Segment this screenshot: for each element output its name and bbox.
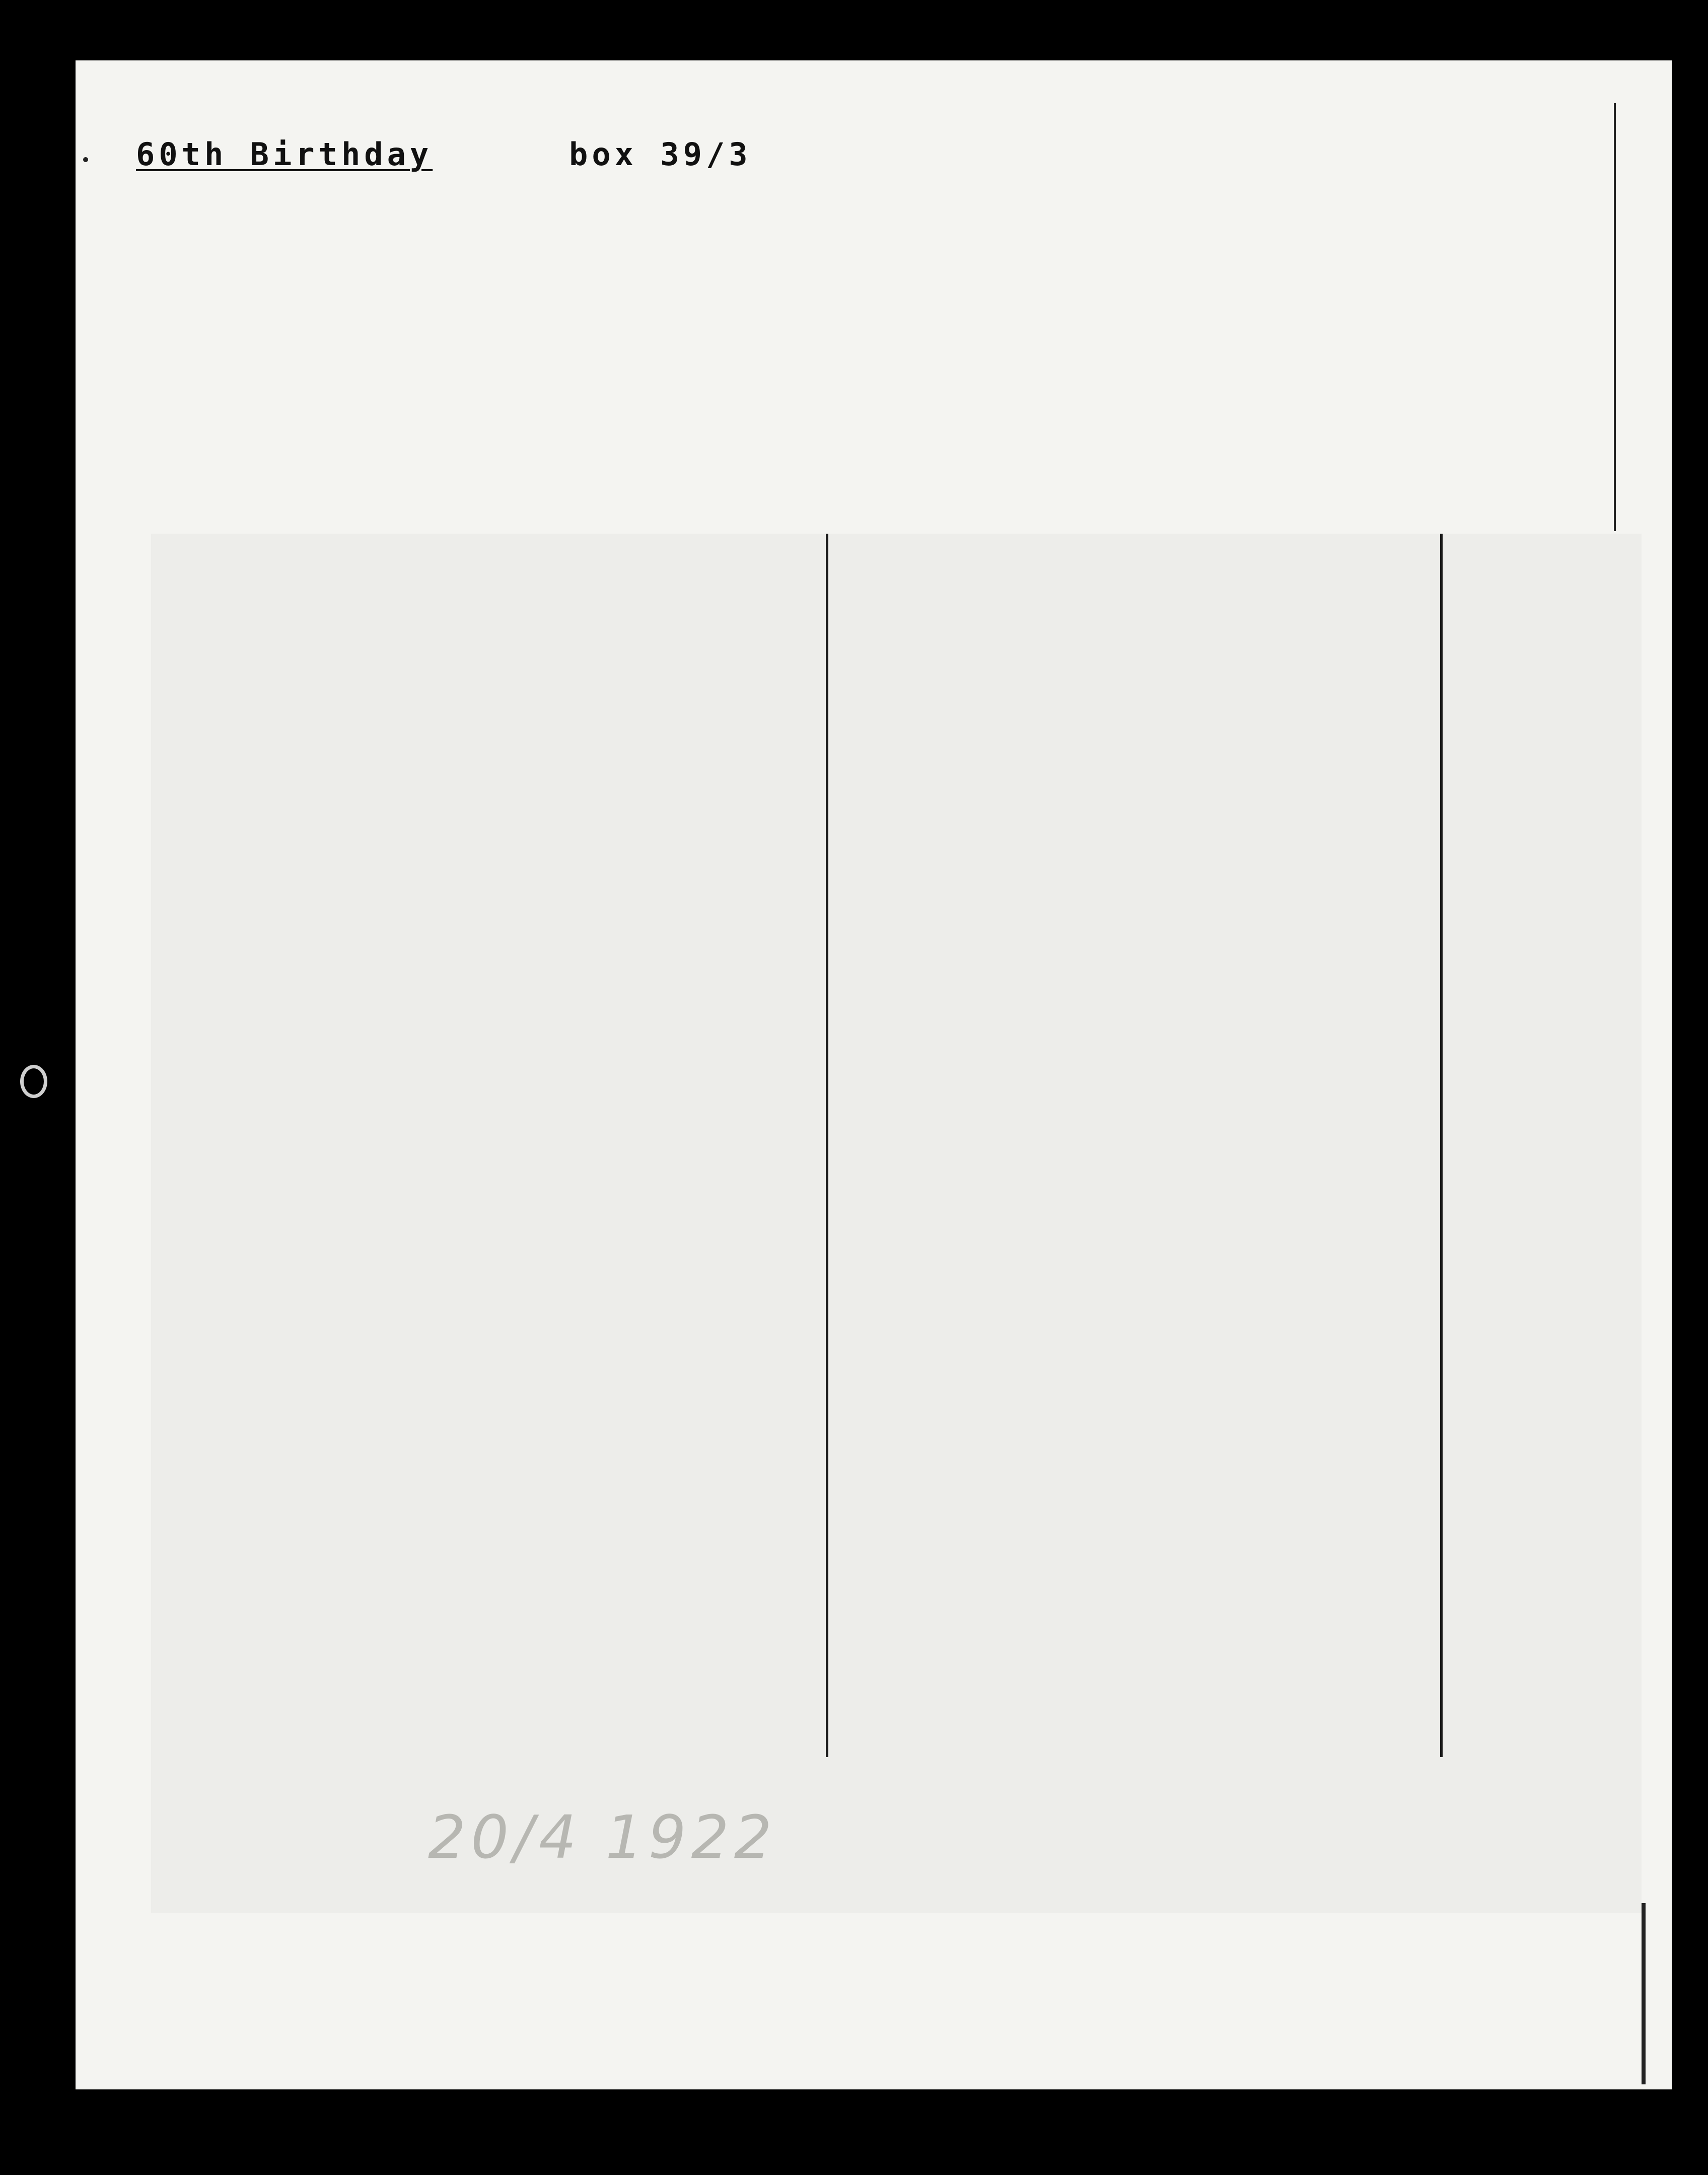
column-divider-2 (1440, 534, 1443, 1757)
margin-dot (83, 157, 88, 162)
archive-topic: 60th Birthday (136, 136, 433, 173)
newspaper-clipping (151, 534, 1642, 1913)
archive-box-number: box 39/3 (569, 136, 752, 173)
sheet-border-line (1614, 103, 1616, 531)
handwritten-date: 20/4 1922 (428, 1802, 777, 1872)
archive-label (136, 136, 752, 173)
column-divider-1 (826, 534, 828, 1757)
sheet-edge-line (1642, 1903, 1646, 2084)
margin-mark-icon (20, 1065, 47, 1098)
